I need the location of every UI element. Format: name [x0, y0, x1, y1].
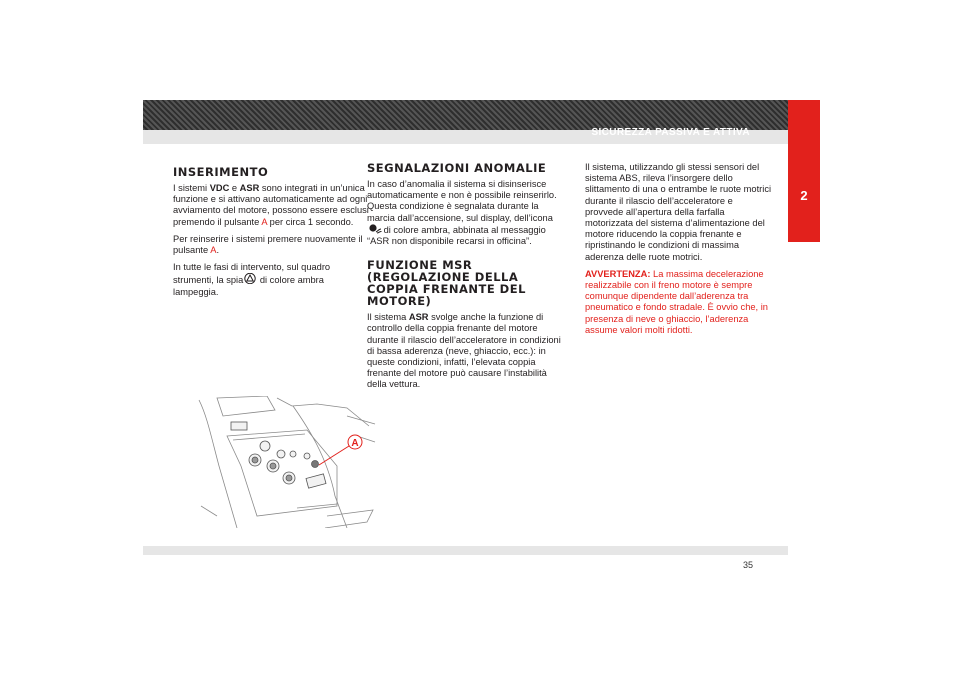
warning-paragraph: AVVERTENZA: La massima decelerazione realizzabile con il freno motore è sempre comunque dipendente dall’aderenza tra pneumatico e fondo stradale. È ovvio che, in presenza di neve o ghiaccio, l’aderenza assume valori molti ridotti.: [585, 268, 768, 335]
paragraph-segnalazioni: In caso d’anomalia il sistema si disinserisce automaticamente e non è possibile reinserirlo. Questa condizione è segnalata durante la marcia dall’accensione, sul display, dell’icona di colore ambra, abbinata al messaggio “ASR non disponibile recarsi in officina”.: [367, 179, 557, 247]
car-skid-icon: [368, 224, 380, 234]
chapter-number: 2: [800, 188, 808, 203]
middle-column: [367, 162, 565, 397]
left-column: [173, 166, 369, 304]
paragraph-msr: Il sistema ASR svolge anche la funzione di controllo della coppia frenante del motore durante il rilascio dell’acceleratore in condizioni di bassa aderenza (neve, ghiaccio, ecc.): in queste condizioni, infatti, l’elevata coppia frenante del motore può causare l’instabilità della vettura.: [367, 312, 561, 390]
heading-segnalazioni: SEGNALAZIONI ANOMALIE: [367, 161, 547, 175]
right-column: [585, 162, 773, 342]
warning-label: AVVERTENZA:: [585, 268, 651, 279]
paragraph-inserimento-2: Per reinserire i sistemi premere nuovamente il pulsante A.: [173, 233, 363, 256]
page-number: 35: [743, 560, 754, 570]
console-illustration: [197, 396, 377, 528]
paragraph-inserimento-3: In tutte le fasi di intervento, sul quadro strumenti, la spia di colore ambra lampeggia.: [173, 262, 331, 297]
paragraph-inserimento-1: I sistemi VDC e ASR sono integrati in un’unica funzione e si attivano automaticamente ad ogni avviamento del motore, possono essere esclusi premendo il pulsante A per circa 1 secondo.: [173, 183, 369, 227]
chapter-tab[interactable]: [788, 100, 820, 242]
paragraph-abs: Il sistema, utilizzando gli stessi sensori del sistema ABS, rileva l’insorgere dello slittamento di una o entrambe le ruote motrici durante il rilascio dell’acceleratore e provvede all’apertura della farfalla motorizzata del sistema d’alimentazione del motore riducendo la coppia frenante e ripristinando le condizioni di massima aderenza delle ruote motrici.: [585, 162, 772, 262]
section-title: SICUREZZA PASSIVA E ATTIVA: [591, 127, 750, 138]
heading-funzione-msr: FUNZIONE MSR (REGOLAZIONE DELLA COPPIA FRENANTE DEL MOTORE): [367, 258, 526, 309]
figure-label-a: A: [351, 438, 359, 449]
heading-inserimento: INSERIMENTO: [173, 165, 269, 179]
header-band: [143, 100, 788, 130]
triangle-warning-icon: [244, 273, 256, 283]
footer-band: [143, 546, 788, 555]
